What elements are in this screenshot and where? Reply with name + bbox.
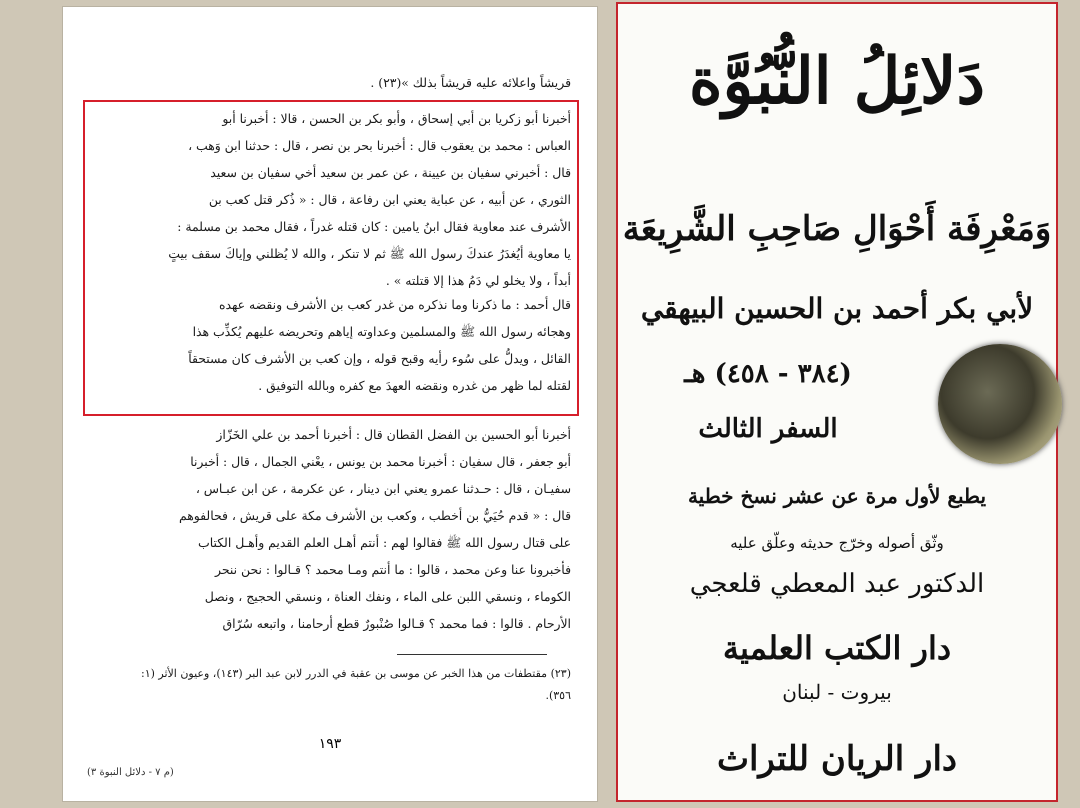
cover-copublisher: دار الريان للتراث	[716, 739, 958, 779]
cover-print-note: يطبع لأول مرة عن عشر نسخ خطية	[687, 484, 987, 508]
cover-city: بيروت - لبنان	[782, 680, 892, 704]
footnote-rule	[397, 654, 547, 655]
cover-volume: السفر الثالث	[698, 414, 838, 444]
footnote-line: ٣٥٦).	[545, 689, 571, 702]
text-line: القائل ، ويدلُّ على سُوء رأيه وقبح قوله ، وإن كعب بن الأشرف كان مستحقاً	[188, 351, 571, 366]
cover-dates: (٣٨٤ - ٤٥٨) هـ	[684, 359, 852, 389]
page-number: ١٩٣	[318, 736, 342, 752]
top-line: قريشاً واعلائه عليه قريشاً بذلك »(٢٣) .	[370, 75, 571, 90]
scanned-text-page	[62, 6, 598, 802]
text-line: الأرحام . قالوا : فما محمد ؟ قـالوا صُنْبورٌ قطع أرحامنا ، واتبعه سُرّاق	[222, 616, 571, 631]
footnote-line: (٢٣) مقتطفات من هذا الخبر عن موسى بن عقبة في الدرر لابن عبد البر (١٤٣)، وعيون الأثر (١:	[140, 667, 571, 680]
text-line: سفيـان ، قال : حـدثنا عمرو يعني ابن دينار ، عن عكرمة ، عن ابن عبـاس ،	[195, 481, 571, 496]
text-line: الثوري ، عن أبيه ، عن عباية يعني ابن رفاعة ، قال : « ذُكر قتل كعب بن	[208, 192, 571, 207]
cover-author: لأبي بكر أحمد بن الحسين البيهقي	[640, 292, 1034, 325]
text-line: العباس : محمد بن يعقوب قال : أخبرنا بحر بن نصر ، قال : حدثنا ابن وَهب ،	[188, 138, 571, 153]
text-line: أخبرنا أبو الحسين بن الفضل القطان قال : أخبرنا أحمد بن علي الخَزّاز	[216, 427, 571, 442]
text-line: فأخبرونا عنا وعن محمد ، قالوا : ما أنتم ومـا محمد ؟ قـالوا : نحن ننحر	[215, 562, 571, 577]
cover-subtitle: وَمَعْرِفَة أَحْوَالِ صَاحِبِ الشَّرِيعَة	[622, 209, 1052, 249]
cover-editor: الدكتور عبد المعطي قلعجي	[689, 569, 985, 599]
text-line: وهجائه رسول الله ﷺ والمسلمين وعداوته إياهم وتحريضه عليهم يُكذِّب هذا	[192, 324, 571, 339]
text-line: أبو جعفر ، قال سفيان : أخبرنا محمد بن يونس ، يعْني الجمال ، قال : أخبرنا	[190, 454, 571, 469]
text-line: الأشرف عند معاوية فقال ابنُ يامين : كان قتله غدراً ، فقال محمد بن مسلمة :	[177, 219, 571, 234]
book-cover	[616, 2, 1058, 802]
cover-publisher: دار الكتب العلمية	[722, 629, 952, 667]
text-line: يا معاوية أيُغدَرُ عندكَ رسول الله ﷺ ثم لا تنكر ، والله لا يُظلني وإياكَ سقف بيتٍ	[168, 246, 571, 261]
emblem-seal-image	[938, 344, 1062, 464]
text-line: قال : أخبرني سفيان بن عيينة ، عن عمر بن سعيد أخي سفيان بن سعيد	[210, 165, 571, 180]
cover-edited-note: وثّق أصوله وخرّج حديثه وعلّق عليه	[730, 534, 944, 552]
signature-mark: (م ٧ - دلائل النبوة ٣)	[87, 767, 174, 778]
text-line: أخبرنا أبو زكريا بن أبي إسحاق ، وأبو بكر بن الحسن ، قالا : أخبرنا أبو	[222, 111, 571, 126]
cover-title: دَلائِلُ النُّبُوَّة	[688, 44, 986, 119]
text-line: لقتله لما ظهر من غدره ونقضه العهدَ مع كفره وبالله التوفيق .	[258, 378, 571, 393]
text-line: على قتال رسول الله ﷺ فقالوا لهم : أنتم أهـل العلم القديم وأهـل الكتاب	[198, 535, 571, 550]
text-line: أبداً ، ولا يخلو لي دَمُ هذا إلا قتلته » .	[385, 273, 571, 288]
text-line: الكوماء ، ونسقي اللبن على الماء ، ونفك العناة ، ونسقي الحجيج ، ونصل	[204, 589, 571, 604]
text-line: قال : « قدم حُيَيُّ بن أخطب ، وكعب بن الأشرف مكة على قريش ، فحالفوهم	[178, 508, 571, 523]
text-line: قال أحمد : ما ذكرنا وما نذكره من غدر كعب بن الأشرف ونقضه عهده	[218, 297, 571, 312]
